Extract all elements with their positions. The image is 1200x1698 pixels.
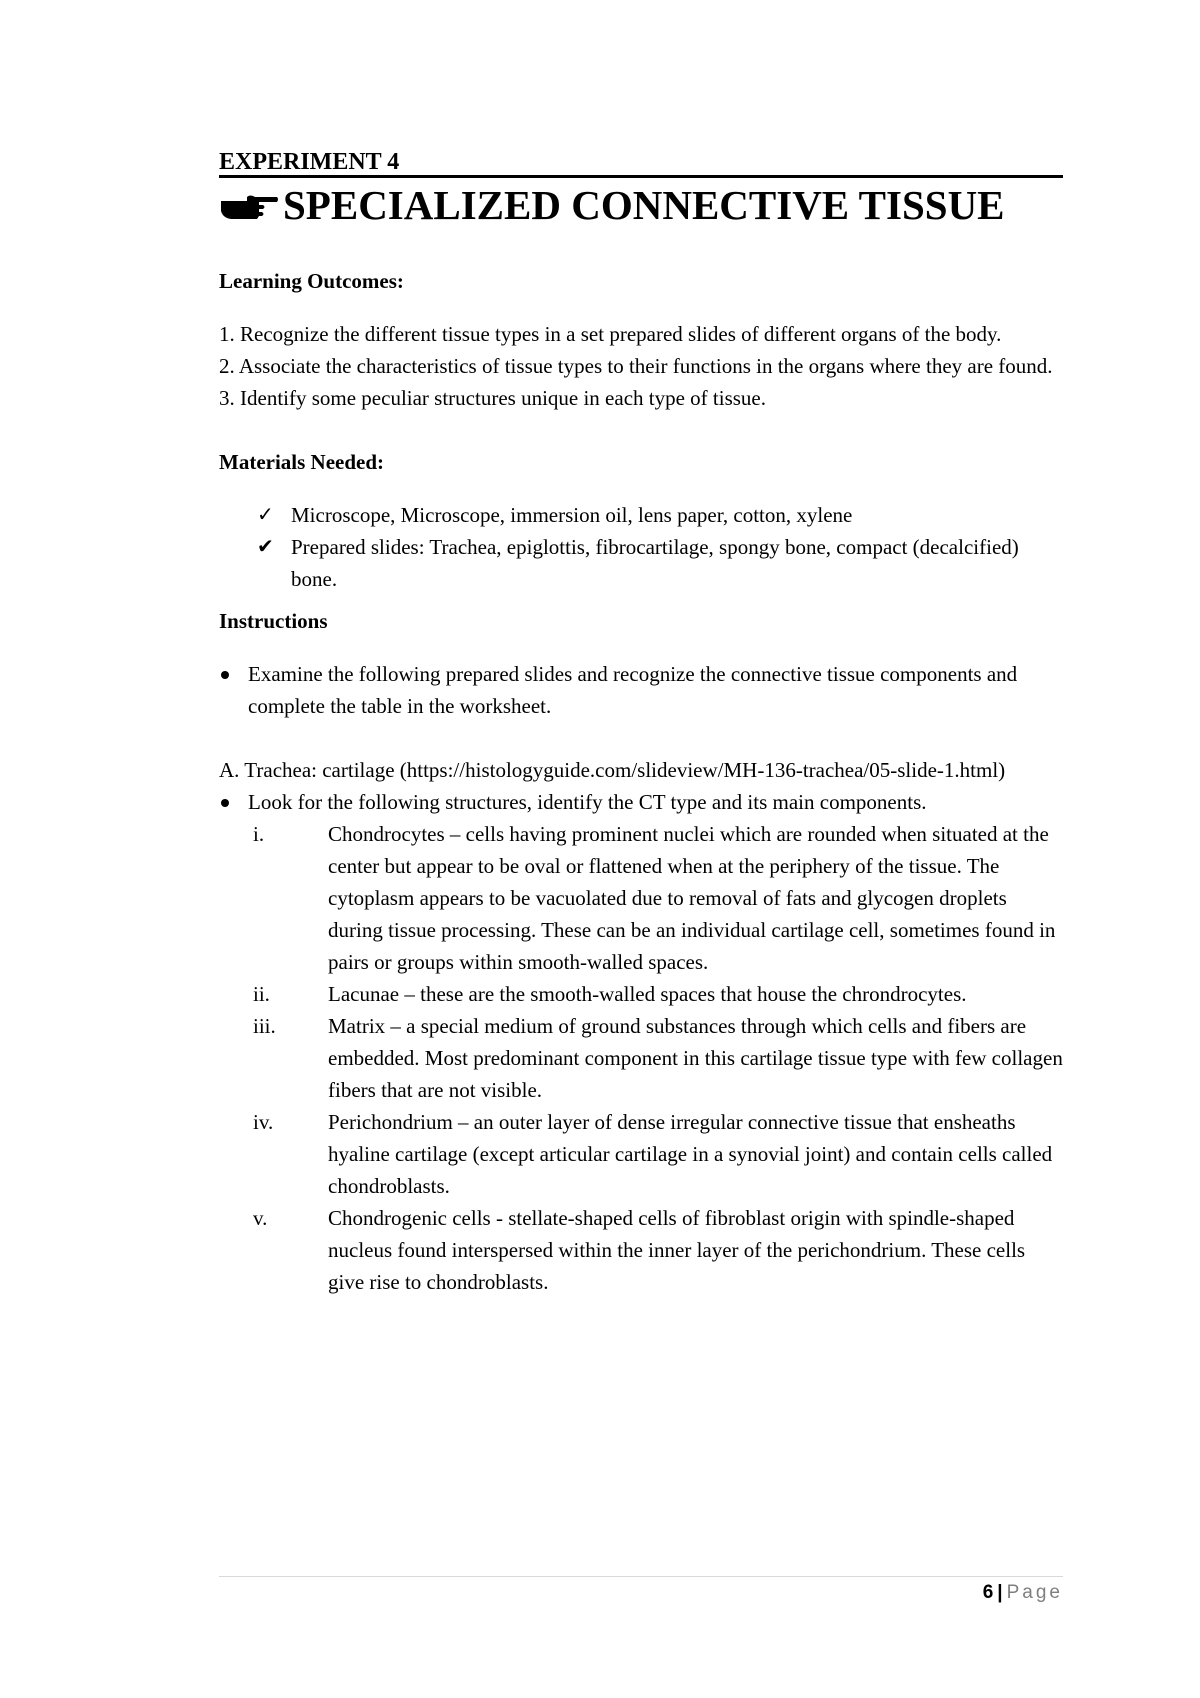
structure-item: iv. Perichondrium – an outer layer of dense irregular connective tissue that ensheaths hyaline cartilage (except articular cartilage in a synovial joint) and contain cells called chondroblasts. xyxy=(253,1110,1053,1198)
learning-outcome-item: 2. Associate the characteristics of tissue types to their functions in the organs where they are found. xyxy=(219,354,1053,378)
section-a-bullet: Look for the following structures, identify the CT type and its main components. xyxy=(219,786,1063,818)
materials-list xyxy=(219,499,1063,595)
learning-outcomes-list xyxy=(219,318,1063,414)
experiment-label: EXPERIMENT 4 xyxy=(219,150,1063,178)
learning-outcomes-heading: Learning Outcomes: xyxy=(219,269,404,293)
footer-divider xyxy=(219,1576,1063,1577)
instructions-item: Examine the following prepared slides and recognize the connective tissue components and complete the table in the worksheet. xyxy=(219,658,1063,722)
structure-item: iii. Matrix – a special medium of ground substances through which cells and fibers are embedded. Most predominant component in this cartilage tissue type with few collagen fibers that are not visible. xyxy=(253,1014,1063,1102)
bullet-icon xyxy=(221,671,229,679)
section-a-title: A. Trachea: cartilage (https://histologyguide.com/slideview/MH-136-trachea/05-slide-1.html) xyxy=(219,758,1006,782)
structure-item: i. Chondrocytes – cells having prominent nuclei which are rounded when situated at the center but appear to be oval or flattened when at the periphery of the tissue. The cytoplasm appears to be vacuolated due to removal of fats and glycogen droplets during tissue processing. These can be an individual cartilage cell, sometimes found in pairs or groups within smooth-walled spaces. xyxy=(253,822,1056,974)
learning-outcome-item: 1. Recognize the different tissue types in a set prepared slides of different organs of the body. xyxy=(219,322,1002,346)
structure-item: v. Chondrogenic cells - stellate-shaped cells of fibroblast origin with spindle-shaped nucleus found interspersed within the inner layer of the perichondrium. These cells give rise to chondroblasts. xyxy=(253,1206,1026,1294)
check-icon: ✔ xyxy=(257,536,274,558)
document-page xyxy=(219,150,1063,1298)
footer-separator: | xyxy=(997,1582,1003,1603)
page-footer xyxy=(983,1582,1063,1604)
structures-list xyxy=(219,818,1063,1298)
instructions-heading: Instructions xyxy=(219,609,328,633)
materials-heading: Materials Needed: xyxy=(219,450,385,474)
page-title xyxy=(219,180,1063,232)
check-icon: ✓ xyxy=(257,504,274,526)
structure-item: ii. Lacunae – these are the smooth-walled spaces that house the chrondrocytes. xyxy=(253,982,967,1006)
page-label: Page xyxy=(1006,1582,1063,1603)
materials-item: ✓ Microscope, Microscope, immersion oil, lens paper, cotton, xylene xyxy=(219,499,1063,531)
learning-outcome-item: 3. Identify some peculiar structures unique in each type of tissue. xyxy=(219,386,767,410)
materials-item: ✔ Prepared slides: Trachea, epiglottis, fibrocartilage, spongy bone, compact (decalcified) bone. xyxy=(219,531,1063,595)
pointing-hand-icon xyxy=(219,182,279,232)
section-a-bullet-list xyxy=(219,786,1063,818)
page-title-text: SPECIALIZED CONNECTIVE TISSUE xyxy=(283,182,1005,228)
bullet-icon xyxy=(221,799,229,807)
page-number: 6 xyxy=(982,1582,994,1603)
instructions-list xyxy=(219,658,1063,722)
